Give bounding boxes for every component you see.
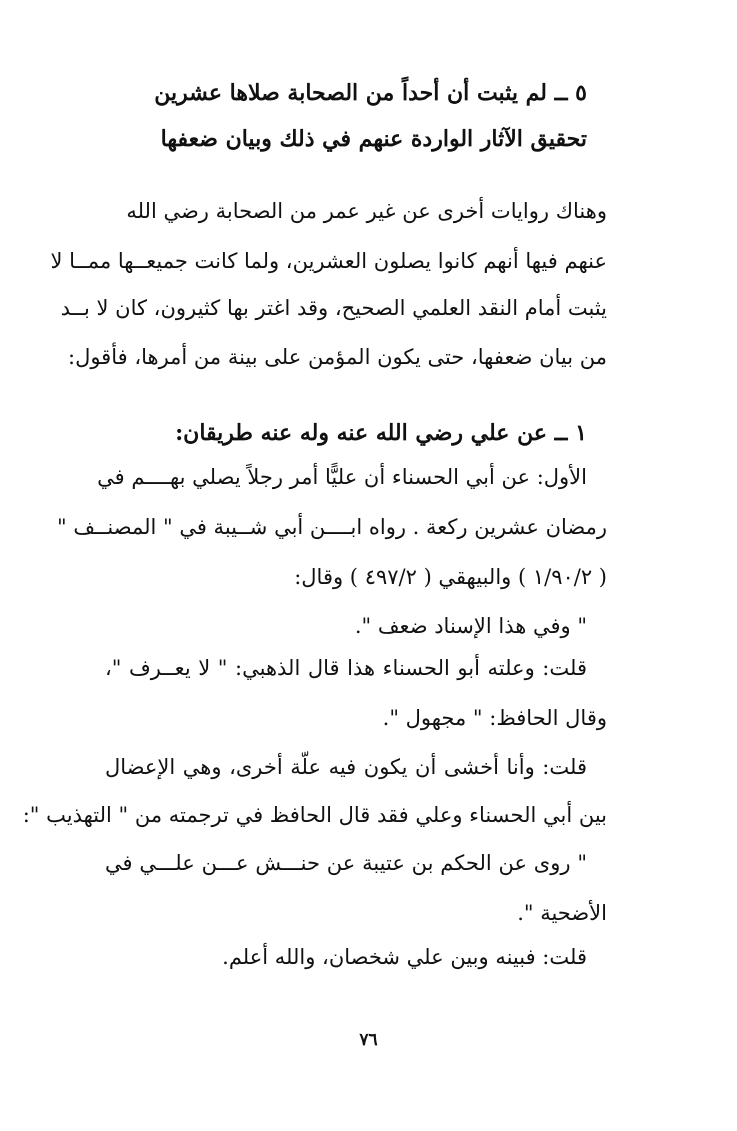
- section-line-6: وقال الحافظ: " مجهول ".: [382, 706, 607, 730]
- section-line-1: الأول: عن أبي الحسناء أن عليًّا أمر رجلاً يصلي بهــــم في: [97, 465, 587, 489]
- section-line-10: الأضحية ".: [517, 901, 607, 925]
- intro-line-3: يثبت أمام النقد العلمي الصحيح، وقد اغتر بها كثيرون، كان لا بــد: [60, 296, 607, 320]
- section-line-7: قلت: وأنا أخشى أن يكون فيه علّة أخرى، وهي الإعضال: [105, 755, 587, 779]
- section-line-2: رمضان عشرين ركعة . رواه ابــــن أبي شــيبة في " المصنــف ": [57, 515, 607, 539]
- section-line-5: قلت: وعلته أبو الحسناء هذا قال الذهبي: " لا يعــرف "،: [105, 656, 587, 680]
- section-line-8: بين أبي الحسناء وعلي فقد قال الحافظ في ترجمته من " التهذيب ":: [22, 803, 607, 827]
- intro-line-2: عنهم فيها أنهم كانوا يصلون العشرين، ولما كانت جميعــها ممــا لا: [50, 249, 607, 273]
- section-line-3: ( ١/٩٠/٢ ) والبيهقي ( ٤٩٧/٢ ) وقال:: [294, 565, 607, 589]
- chapter-heading-line-1: ٥ ــ لم يثبت أن أحداً من الصحابة صلاها عشرين: [154, 80, 587, 106]
- section-line-11: قلت: فبينه وبين علي شخصان، والله أعلم.: [222, 945, 587, 969]
- section-line-9: " روى عن الحكم بن عتيبة عن حنـــش عـــن علـــي في: [105, 851, 587, 875]
- section-title: ١ ــ عن علي رضي الله عنه وله عنه طريقان:: [175, 420, 587, 446]
- intro-line-1: وهناك روايات أخرى عن غير عمر من الصحابة رضي الله: [126, 199, 607, 223]
- page-number: ٧٦: [359, 1030, 378, 1050]
- intro-line-4: من بيان ضعفها، حتى يكون المؤمن على بينة من أمرها، فأقول:: [68, 345, 607, 369]
- chapter-heading-line-2: تحقيق الآثار الواردة عنهم في ذلك وبيان ضعفها: [160, 126, 587, 152]
- section-line-4: " وفي هذا الإسناد ضعف ".: [354, 614, 587, 638]
